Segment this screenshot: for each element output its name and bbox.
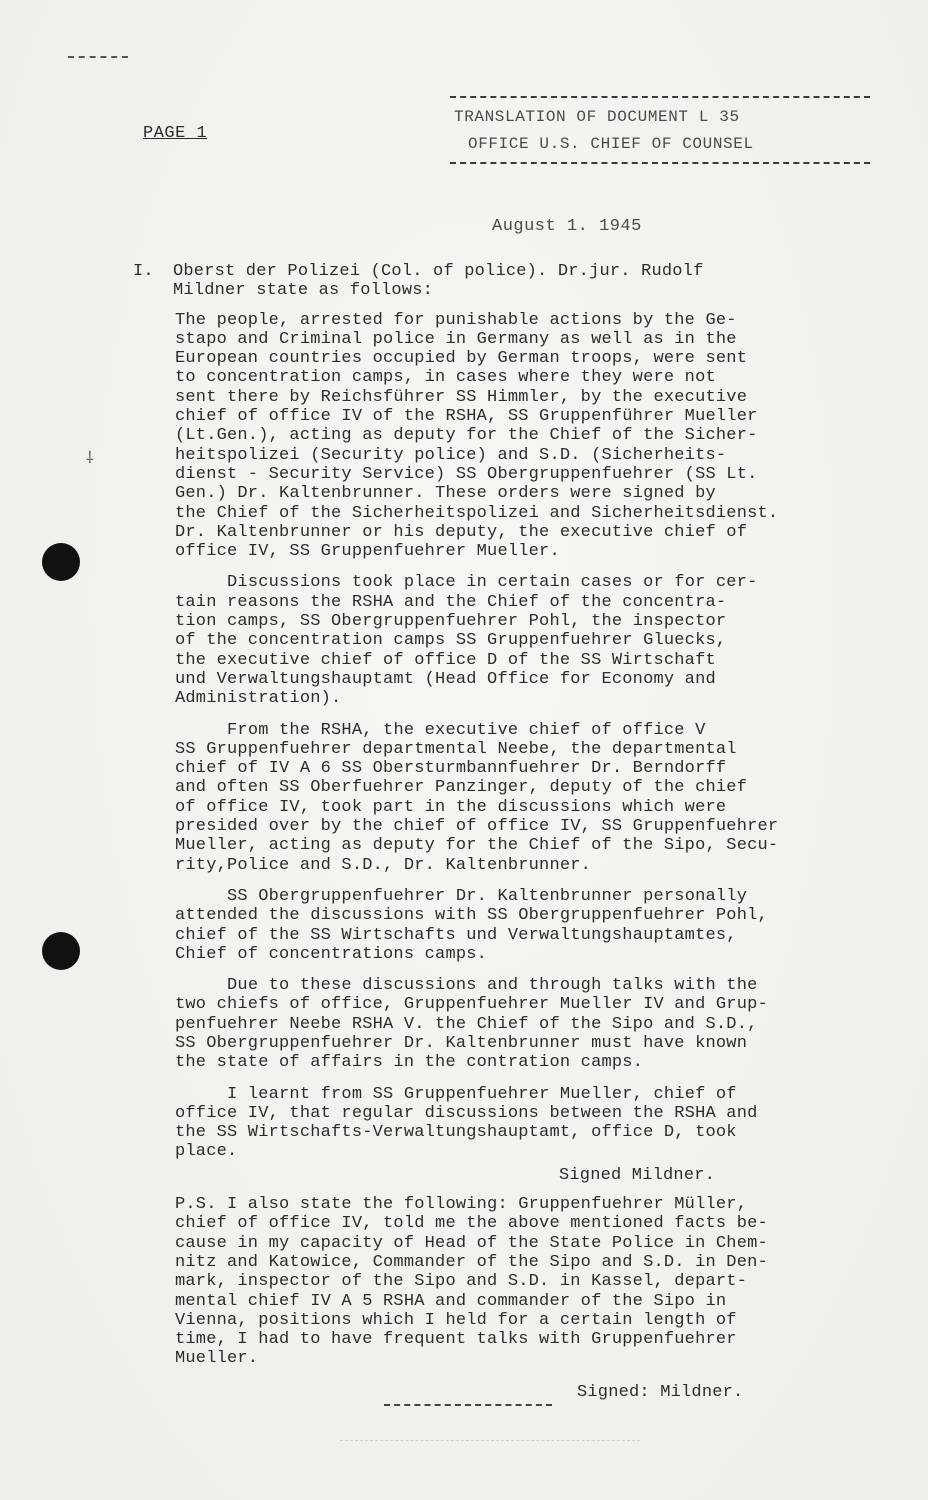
footer-bleed-through (340, 1440, 640, 1441)
paragraph-5: Due to these discussions and through talks with the two chiefs of office, Gruppenfuehrer Mueller IV and Grup- penfuehrer Neebe RSHA V. the Chief of the Sipo and S.D., SS Obergruppenfuehrer Dr. Kaltenbrunner must have known the state of affairs in the contration camps. (175, 976, 768, 1073)
punch-hole-bottom (42, 932, 80, 970)
header-office-line: OFFICE U.S. CHIEF OF COUNSEL (468, 135, 754, 153)
header-rule-bottom (450, 162, 870, 164)
signature-line-1: Signed Mildner. (559, 1165, 716, 1185)
page-label: PAGE 1 (143, 124, 208, 143)
signature-line-2: Signed: Mildner. (577, 1382, 744, 1402)
section-intro: Oberst der Polizei (Col. of police). Dr.jur. Rudolf Mildner state as follows: (173, 262, 704, 301)
statement-block (175, 311, 873, 1402)
staple-mark: ⸸ (86, 450, 94, 468)
paragraph-2: Discussions took place in certain cases or for cer- tain reasons the RSHA and the Chief of the concentra- tion camps, SS Obergruppenfuehrer Pohl, the inspector of the concentration camps SS Gruppenfuehrer Gluecks, the executive chief of office D of the SS Wirtschaft und Verwaltungshauptamt (Head Office for Economy and Administration). (175, 573, 758, 709)
document-date: August 1. 1945 (492, 217, 642, 236)
section-number: I. (133, 262, 154, 281)
paragraph-4: SS Obergruppenfuehrer Dr. Kaltenbrunner personally attended the discussions with SS Obergruppenfuehrer Pohl, chief of the SS Wirtschafts und Verwaltungshauptamtes, Chief of concentrations camps. (175, 886, 768, 964)
punch-hole-top (42, 543, 80, 581)
document-body (133, 262, 873, 1402)
document-header (450, 96, 870, 164)
header-translation-line: TRANSLATION OF DOCUMENT L 35 (454, 108, 740, 126)
paragraph-3: From the RSHA, the executive chief of office V SS Gruppenfuehrer departmental Neebe, the departmental chief of IV A 6 SS Obersturmbannfuehrer Dr. Berndorff and often SS Oberfuehrer Panzinger, deputy of the chief of office IV, took part in the discussions which were presided over by the chief of office IV, SS Gruppenfuehrer Mueller, acting as deputy for the Chief of the Sipo, Secu- rity,Police and S.D., Dr. Kaltenbrunner. (175, 720, 779, 875)
paragraph-6: I learnt from SS Gruppenfuehrer Mueller, chief of office IV, that regular discussions between the RSHA and the SS Wirtschafts-Verwaltungshauptamt, office D, took place. (175, 1084, 758, 1162)
postscript: P.S. I also state the following: Gruppenfuehrer Müller, chief of office IV, told me the above mentioned facts be- cause in my capacity of Head of the State Police in Chem- nitz and Katowice, Commander of the Sipo and S.D. in Den- mark, inspector of the Sipo and S.D. in Kassel, depart- mental chief IV A 5 RSHA and commander of the Sipo in Vienna, positions which I held for a certain length of time, I had to have frequent talks with Gruppenfuehrer Mueller. (175, 1195, 768, 1369)
header-rule-top (450, 96, 870, 98)
section-heading (133, 262, 873, 301)
paragraph-1: The people, arrested for punishable actions by the Ge- stapo and Criminal police in Germany as well as in the European countries occupied by German troops, were sent to concentration camps, in cases where they were not sent there by Reichsführer SS Himmler, by the executive chief of office IV of the RSHA, SS Gruppenführer Mueller (Lt.Gen.), acting as deputy for the Chief of the Sicher- heitspolizei (Security police) and S.D. (Sicherheits- dienst - Security Service) SS Obergruppenfuehrer (SS Lt. Gen.) Dr. Kaltenbrunner. These orders were signed by the Chief of the Sicherheitspolizei and Sicherheitsdienst. Dr. Kaltenbrunner or his deputy, the executive chief of office IV, SS Gruppenfuehrer Mueller. (175, 310, 779, 562)
end-rule (384, 1404, 552, 1406)
corner-mark (68, 56, 128, 60)
